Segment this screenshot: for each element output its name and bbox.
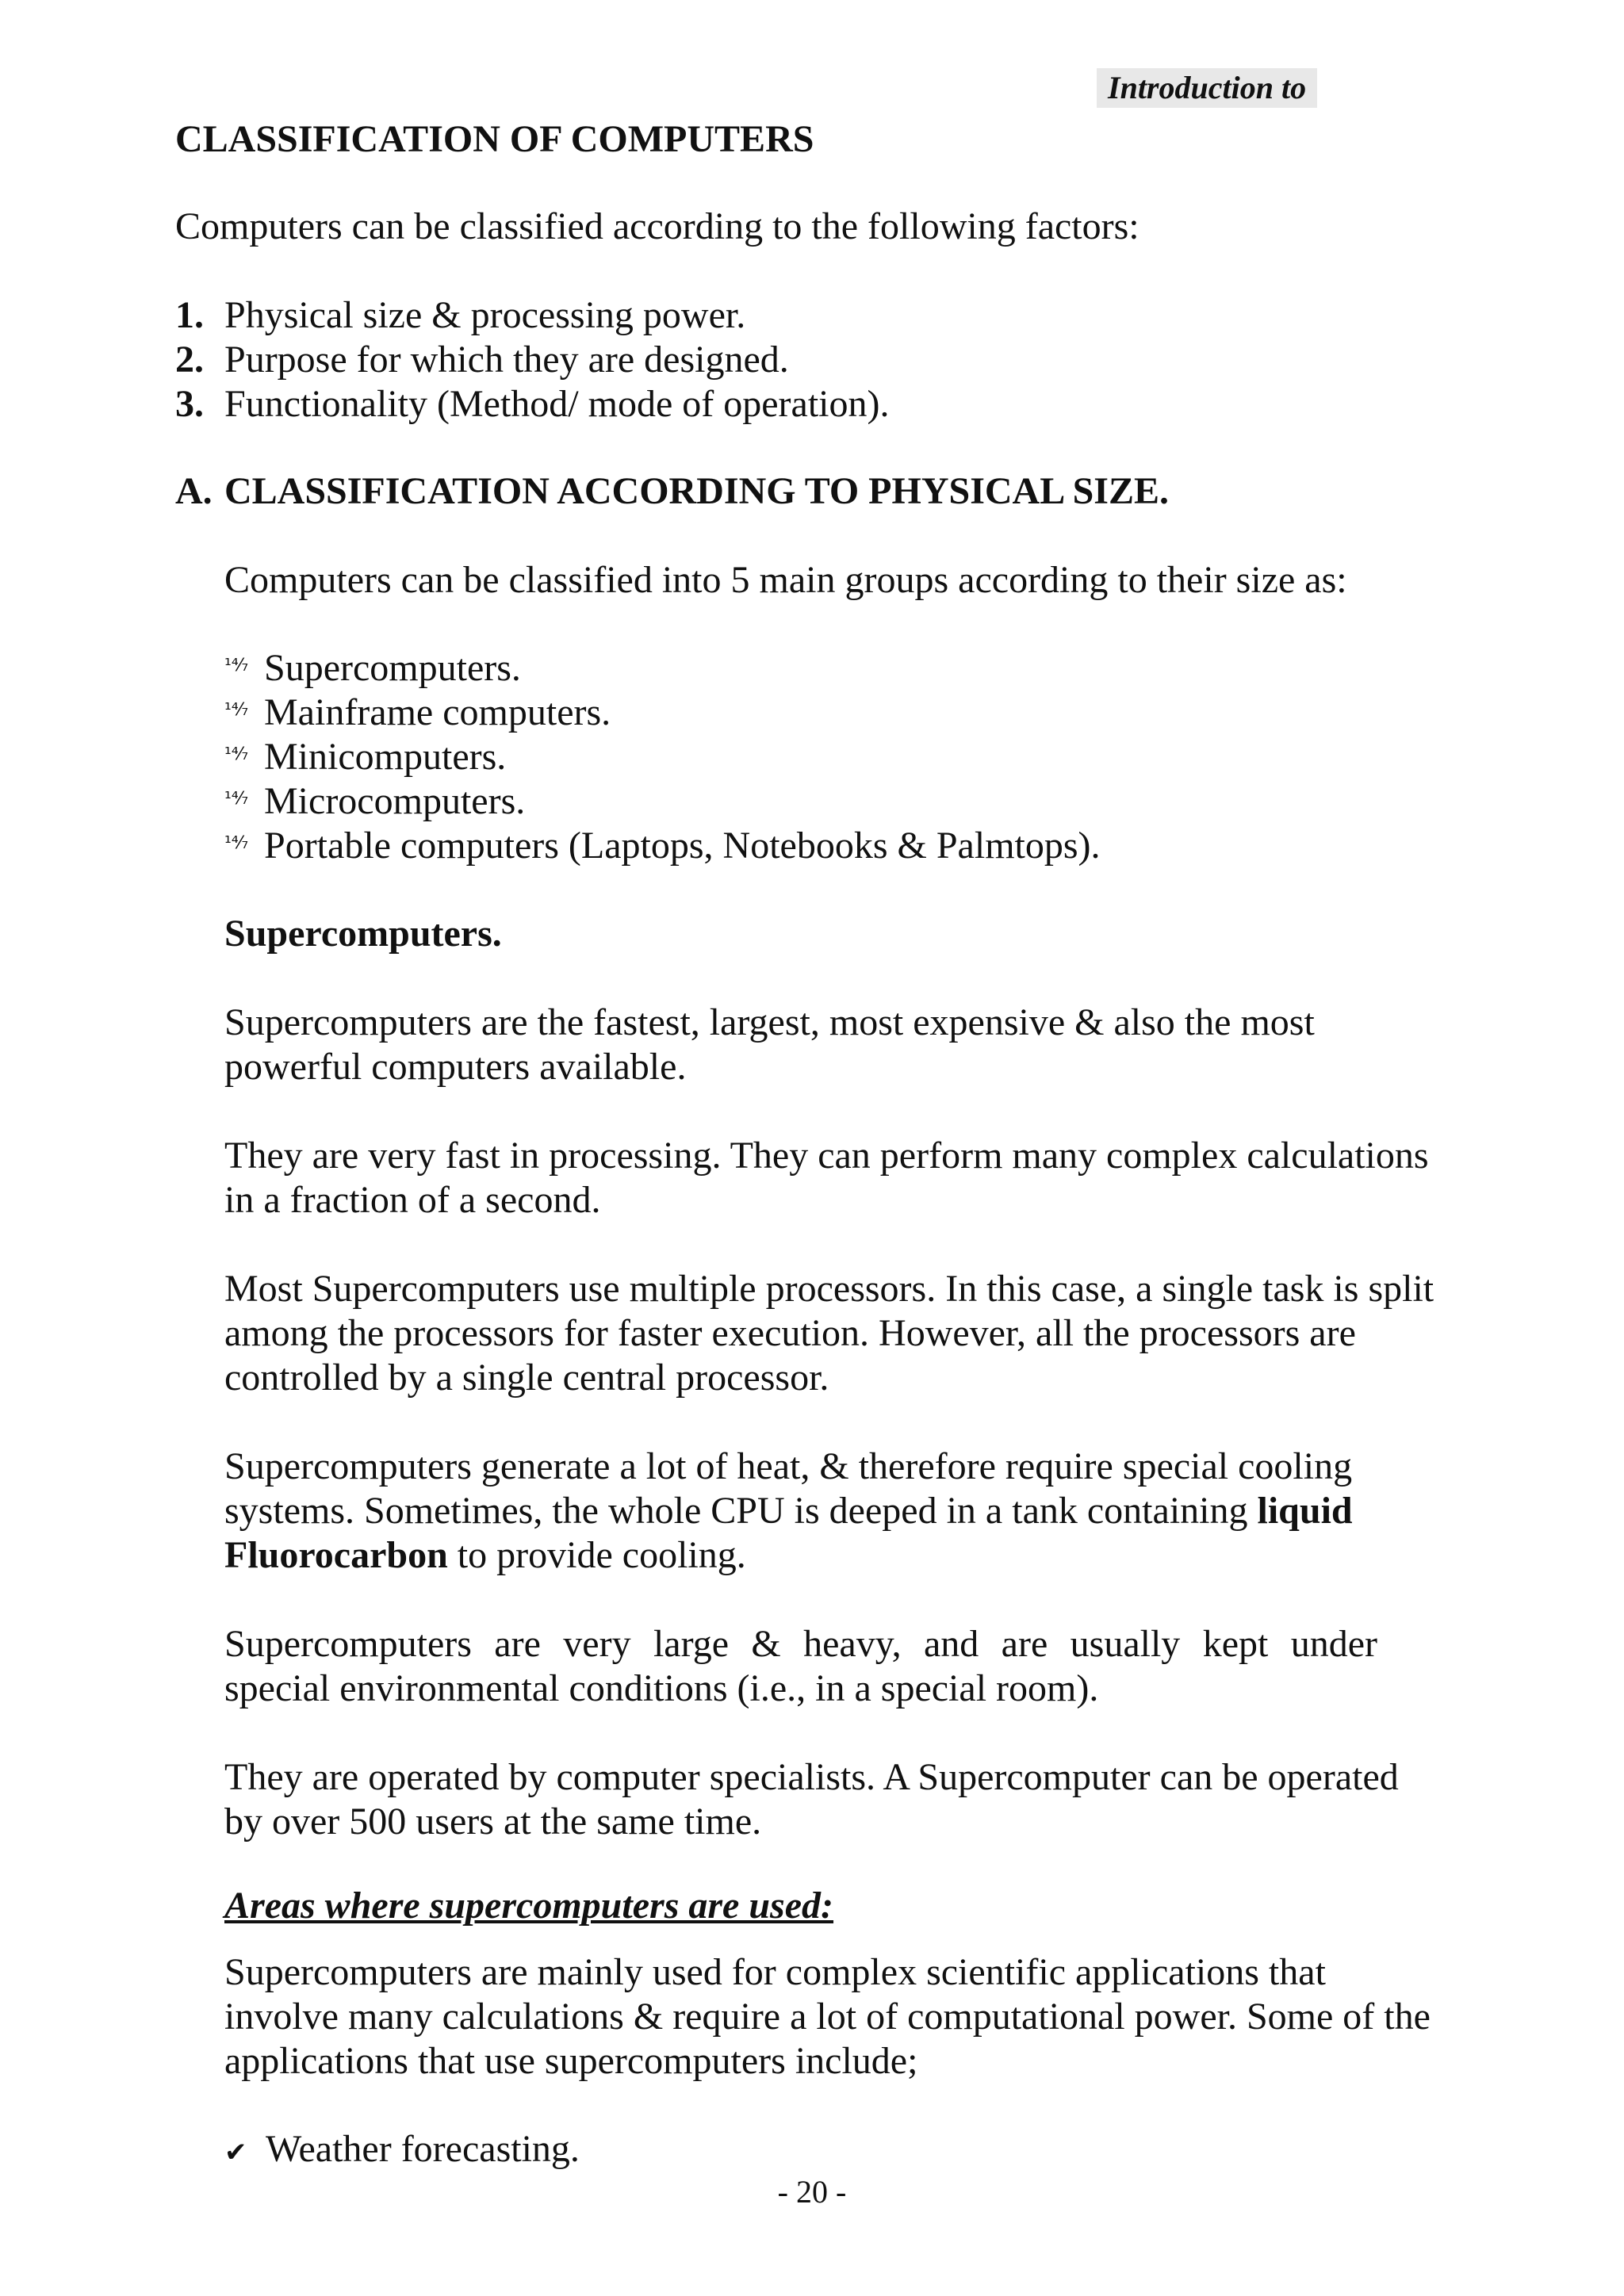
paragraph-line — [224, 1533, 746, 1578]
paragraph-line: among the processors for faster execution. However, all the processors are — [224, 1312, 1356, 1354]
size-group-label: Minicomputers. — [264, 736, 507, 778]
bullet-icon: ¹⁴⁄₇ — [224, 833, 249, 853]
size-group-item — [224, 824, 1101, 868]
areas-heading: Areas where supercomputers are used: — [224, 1885, 834, 1927]
intro-paragraph: Computers can be classified according to the following factors: — [175, 205, 1139, 247]
supercomputers-heading: Supercomputers. — [224, 913, 502, 955]
checkmark-icon: ✔ — [224, 2137, 247, 2168]
factor-number: 1. — [175, 294, 204, 336]
paragraph-line: involve many calculations & require a lot of computational power. Some of the — [224, 1996, 1431, 2038]
section-letter: A. — [175, 470, 213, 512]
bullet-icon: ¹⁴⁄₇ — [224, 789, 249, 809]
paragraph-line: Supercomputers are very large & heavy, and are usually kept under — [224, 1623, 1377, 1665]
paragraph-line: Supercomputers generate a lot of heat, & therefore require special cooling — [224, 1445, 1353, 1487]
factor-item — [175, 293, 890, 338]
size-group-item — [224, 735, 1101, 779]
emphasis-text: Fluorocarbon — [224, 1534, 448, 1576]
bullet-icon: ¹⁴⁄₇ — [224, 700, 249, 720]
size-group-label: Supercomputers. — [264, 647, 521, 689]
paragraph-text: systems. Sometimes, the whole CPU is deeped in a tank containing — [224, 1490, 1258, 1532]
paragraph-line: by over 500 users at the same time. — [224, 1800, 762, 1843]
paragraph-line: special environmental conditions (i.e., in a special room). — [224, 1667, 1099, 1709]
paragraph-line: They are operated by computer specialists. A Supercomputer can be operated — [224, 1756, 1399, 1798]
application-item — [224, 2127, 580, 2175]
bullet-icon: ¹⁴⁄₇ — [224, 744, 249, 764]
emphasis-text: liquid — [1257, 1490, 1353, 1532]
section-title: CLASSIFICATION ACCORDING TO PHYSICAL SIZE. — [224, 470, 1169, 512]
size-group-label: Mainframe computers. — [264, 691, 611, 733]
size-group-label: Microcomputers. — [264, 780, 526, 822]
size-group-item — [224, 691, 1101, 735]
size-group-label: Portable computers (Laptops, Notebooks & Palmtops). — [264, 825, 1101, 867]
factors-list — [175, 293, 890, 427]
paragraph-line: Supercomputers are mainly used for complex scientific applications that — [224, 1951, 1326, 1993]
application-label: Weather forecasting. — [266, 2128, 580, 2170]
running-header: Introduction to — [1097, 68, 1317, 108]
paragraph-text: to provide cooling. — [447, 1534, 746, 1576]
paragraph-line: applications that use supercomputers include; — [224, 2040, 918, 2082]
section-a-heading — [175, 469, 1169, 514]
factor-text: Purpose for which they are designed. — [224, 339, 789, 381]
paragraph-line — [224, 1489, 1353, 1533]
paragraph-line: powerful computers available. — [224, 1046, 687, 1088]
size-groups-intro: Computers can be classified into 5 main groups according to their size as: — [224, 559, 1347, 601]
factor-item — [175, 338, 890, 382]
factor-item — [175, 382, 890, 427]
size-group-item — [224, 779, 1101, 824]
page-title: CLASSIFICATION OF COMPUTERS — [175, 118, 814, 160]
factor-text: Functionality (Method/ mode of operation). — [224, 383, 890, 425]
size-group-item — [224, 646, 1101, 691]
factor-number: 3. — [175, 383, 204, 425]
paragraph-line: Supercomputers are the fastest, largest, most expensive & also the most — [224, 1001, 1315, 1043]
paragraph-line: in a fraction of a second. — [224, 1179, 601, 1221]
paragraph-line: They are very fast in processing. They can perform many complex calculations — [224, 1135, 1429, 1177]
bullet-icon: ¹⁴⁄₇ — [224, 656, 249, 675]
paragraph-line: Most Supercomputers use multiple processors. In this case, a single task is split — [224, 1268, 1434, 1310]
factor-number: 2. — [175, 339, 204, 381]
size-groups-list — [224, 646, 1101, 868]
paragraph-line: controlled by a single central processor. — [224, 1357, 829, 1399]
factor-text: Physical size & processing power. — [224, 294, 746, 336]
page-number: - 20 - — [777, 2174, 847, 2210]
